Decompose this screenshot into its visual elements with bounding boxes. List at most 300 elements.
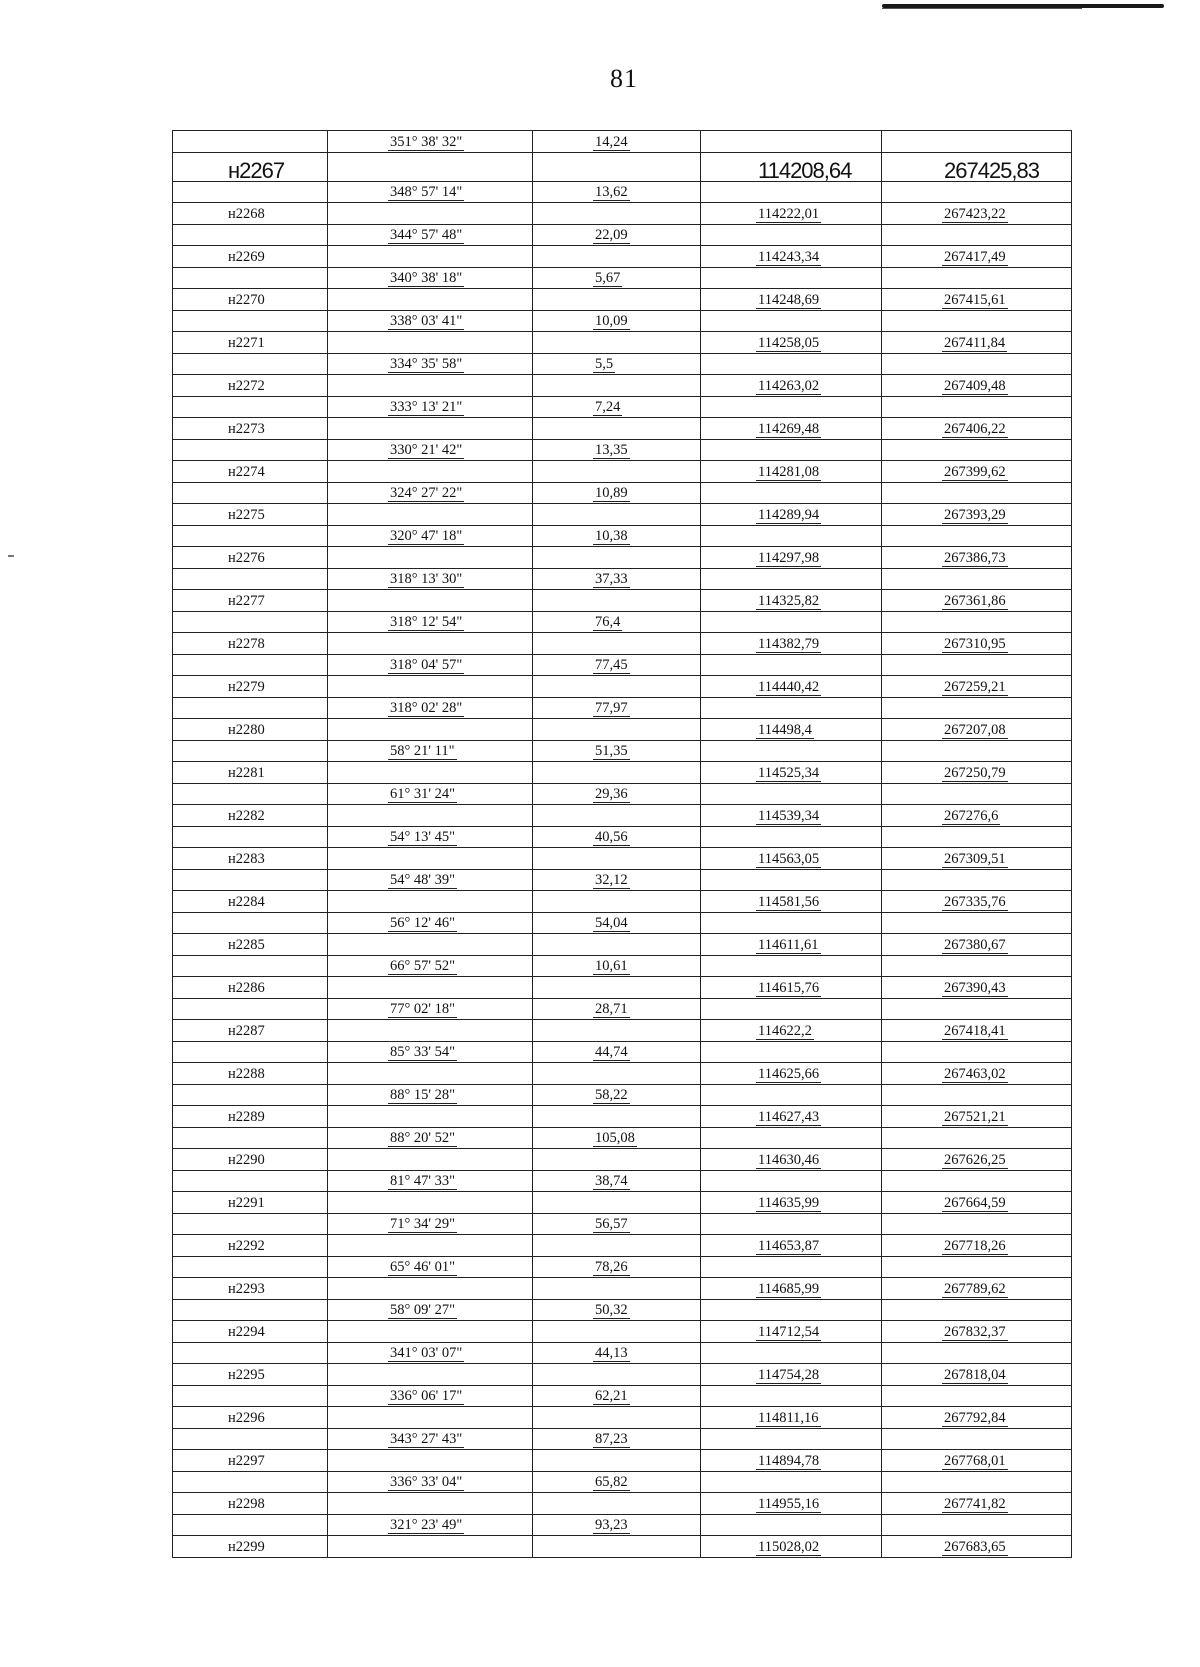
y-value: 267425,83 <box>942 158 1041 182</box>
y-cell <box>882 504 1072 526</box>
distance-value: 7,24 <box>595 399 621 415</box>
distance-cell <box>533 1299 701 1321</box>
x-cell <box>701 1020 882 1042</box>
x-value: 114258,05 <box>758 334 820 351</box>
point-cell <box>173 1471 328 1493</box>
x-cell <box>701 246 882 268</box>
y-cell <box>882 1407 1072 1429</box>
angle-value: 88° 15' 28" <box>390 1087 456 1103</box>
angle-value: 334° 35' 58" <box>390 356 463 372</box>
y-cell <box>882 1213 1072 1235</box>
point-cell <box>173 310 328 332</box>
y-cell <box>882 525 1072 547</box>
y-cell <box>882 891 1072 913</box>
angle-cell <box>328 1514 533 1536</box>
angle-value: 324° 27' 22" <box>390 485 463 501</box>
point-cell <box>173 869 328 891</box>
y-value: 267310,95 <box>944 635 1006 652</box>
point-cell <box>173 332 328 354</box>
y-cell <box>882 1450 1072 1472</box>
point-cell <box>173 1536 328 1558</box>
point-value: н2267 <box>228 157 285 181</box>
distance-cell <box>533 568 701 590</box>
angle-value: 56° 12' 46" <box>390 915 456 931</box>
y-cell <box>882 1041 1072 1063</box>
y-value: 267386,73 <box>944 549 1006 566</box>
y-cell <box>882 697 1072 719</box>
distance-cell <box>533 762 701 784</box>
distance-value: 78,26 <box>595 1259 628 1275</box>
angle-cell <box>328 1450 533 1472</box>
angle-value: 318° 02' 28" <box>390 700 463 716</box>
x-cell <box>701 482 882 504</box>
segment-row <box>173 396 1072 418</box>
angle-cell <box>328 1084 533 1106</box>
segment-row <box>173 131 1072 153</box>
x-cell <box>701 633 882 655</box>
y-cell <box>882 131 1072 153</box>
y-value: 267718,26 <box>944 1237 1006 1254</box>
distance-cell <box>533 181 701 203</box>
distance-cell <box>533 547 701 569</box>
distance-value: 87,23 <box>595 1431 628 1447</box>
y-cell <box>882 1299 1072 1321</box>
angle-value: 65° 46' 01" <box>390 1259 456 1275</box>
x-cell <box>701 676 882 698</box>
y-cell <box>882 762 1072 784</box>
point-value: н2289 <box>228 1108 265 1125</box>
x-cell <box>701 590 882 612</box>
angle-cell <box>328 439 533 461</box>
x-cell <box>701 525 882 547</box>
y-cell <box>882 1063 1072 1085</box>
segment-row <box>173 568 1072 590</box>
point-cell <box>173 1020 328 1042</box>
y-cell <box>882 1256 1072 1278</box>
distance-value: 50,32 <box>595 1302 628 1318</box>
x-value: 114635,99 <box>758 1194 820 1211</box>
x-value: 114440,42 <box>758 678 820 695</box>
point-value: н2296 <box>228 1409 265 1426</box>
x-cell <box>701 1450 882 1472</box>
point-cell <box>173 590 328 612</box>
y-value: 267259,21 <box>944 678 1006 695</box>
point-value: н2283 <box>228 850 265 867</box>
point-cell <box>173 1299 328 1321</box>
y-value: 267406,22 <box>944 420 1006 437</box>
distance-cell <box>533 955 701 977</box>
segment-row <box>173 697 1072 719</box>
distance-cell <box>533 461 701 483</box>
angle-value: 336° 06' 17" <box>390 1388 463 1404</box>
point-cell <box>173 1235 328 1257</box>
y-cell <box>882 203 1072 225</box>
x-value: 114581,56 <box>758 893 820 910</box>
point-value: н2284 <box>228 893 265 910</box>
angle-cell <box>328 934 533 956</box>
y-value: 267418,41 <box>944 1022 1006 1039</box>
y-cell <box>882 418 1072 440</box>
point-row <box>173 1192 1072 1214</box>
distance-cell <box>533 131 701 153</box>
point-row <box>173 934 1072 956</box>
y-value: 267207,08 <box>944 721 1006 738</box>
x-value: 114811,16 <box>758 1409 819 1426</box>
x-value: 114325,82 <box>758 592 820 609</box>
y-cell <box>882 1278 1072 1300</box>
y-cell <box>882 1020 1072 1042</box>
distance-cell <box>533 1364 701 1386</box>
y-cell <box>882 676 1072 698</box>
distance-cell <box>533 267 701 289</box>
x-cell <box>701 1278 882 1300</box>
point-value: н2282 <box>228 807 265 824</box>
angle-value: 58° 09' 27" <box>390 1302 456 1318</box>
point-cell <box>173 568 328 590</box>
point-cell <box>173 676 328 698</box>
distance-cell <box>533 482 701 504</box>
segment-row <box>173 1170 1072 1192</box>
angle-value: 58° 21' 11" <box>390 743 455 759</box>
x-cell <box>701 611 882 633</box>
x-value: 114625,66 <box>758 1065 820 1082</box>
distance-cell <box>533 1278 701 1300</box>
x-value: 114243,34 <box>758 248 820 265</box>
angle-cell <box>328 1256 533 1278</box>
x-cell <box>701 869 882 891</box>
x-cell <box>701 826 882 848</box>
point-row <box>173 590 1072 612</box>
angle-cell <box>328 375 533 397</box>
angle-cell <box>328 977 533 999</box>
x-value: 114685,99 <box>758 1280 820 1297</box>
x-cell <box>701 805 882 827</box>
y-cell <box>882 289 1072 311</box>
angle-value: 320° 47' 18" <box>390 528 463 544</box>
x-value: 114712,54 <box>758 1323 820 1340</box>
distance-value: 10,61 <box>595 958 628 974</box>
angle-cell <box>328 1385 533 1407</box>
angle-value: 338° 03' 41" <box>390 313 463 329</box>
point-cell <box>173 224 328 246</box>
y-value: 267335,76 <box>944 893 1006 910</box>
segment-row <box>173 740 1072 762</box>
distance-cell <box>533 525 701 547</box>
y-cell <box>882 152 1072 181</box>
point-cell <box>173 396 328 418</box>
distance-value: 65,82 <box>595 1474 628 1490</box>
angle-cell <box>328 482 533 504</box>
point-cell <box>173 525 328 547</box>
angle-cell <box>328 869 533 891</box>
segment-row <box>173 611 1072 633</box>
x-cell <box>701 418 882 440</box>
angle-cell <box>328 353 533 375</box>
distance-value: 28,71 <box>595 1001 628 1017</box>
distance-cell <box>533 869 701 891</box>
distance-value: 22,09 <box>595 227 628 243</box>
y-cell <box>882 1149 1072 1171</box>
point-row <box>173 1321 1072 1343</box>
point-cell <box>173 131 328 153</box>
point-row <box>173 461 1072 483</box>
x-cell <box>701 1149 882 1171</box>
distance-cell <box>533 1213 701 1235</box>
point-row <box>173 1450 1072 1472</box>
y-cell <box>882 332 1072 354</box>
angle-cell <box>328 1407 533 1429</box>
angle-value: 351° 38' 32" <box>390 133 463 150</box>
point-value: н2298 <box>228 1495 265 1512</box>
angle-cell <box>328 998 533 1020</box>
x-cell <box>701 375 882 397</box>
distance-value: 54,04 <box>595 915 628 931</box>
y-cell <box>882 633 1072 655</box>
segment-row <box>173 869 1072 891</box>
distance-cell <box>533 912 701 934</box>
point-value: н2290 <box>228 1151 265 1168</box>
angle-cell <box>328 697 533 719</box>
angle-cell <box>328 203 533 225</box>
distance-value: 40,56 <box>595 829 628 845</box>
distance-cell <box>533 1450 701 1472</box>
angle-value: 77° 02' 18" <box>390 1001 456 1017</box>
top-rule-thin <box>882 8 1082 9</box>
y-cell <box>882 246 1072 268</box>
distance-cell <box>533 611 701 633</box>
x-cell <box>701 1536 882 1558</box>
distance-cell <box>533 1407 701 1429</box>
point-cell <box>173 1493 328 1515</box>
x-cell <box>701 1299 882 1321</box>
angle-value: 54° 13' 45" <box>390 829 456 845</box>
point-value: н2269 <box>228 248 265 265</box>
angle-cell <box>328 131 533 153</box>
point-row <box>173 1278 1072 1300</box>
angle-cell <box>328 590 533 612</box>
point-cell <box>173 181 328 203</box>
y-value: 267399,62 <box>944 463 1006 480</box>
y-cell <box>882 1084 1072 1106</box>
x-cell <box>701 1213 882 1235</box>
point-value: н2271 <box>228 334 265 351</box>
distance-cell <box>533 1514 701 1536</box>
angle-cell <box>328 611 533 633</box>
angle-cell <box>328 891 533 913</box>
x-cell <box>701 654 882 676</box>
distance-value: 38,74 <box>595 1173 628 1189</box>
y-cell <box>882 590 1072 612</box>
segment-row <box>173 353 1072 375</box>
y-cell <box>882 955 1072 977</box>
angle-cell <box>328 1213 533 1235</box>
point-cell <box>173 740 328 762</box>
x-cell <box>701 267 882 289</box>
point-cell <box>173 1084 328 1106</box>
y-cell <box>882 1536 1072 1558</box>
point-value: н2270 <box>228 291 265 308</box>
y-value: 267683,65 <box>944 1538 1006 1555</box>
y-cell <box>882 977 1072 999</box>
angle-cell <box>328 1342 533 1364</box>
segment-row <box>173 267 1072 289</box>
segment-row <box>173 181 1072 203</box>
distance-cell <box>533 998 701 1020</box>
distance-cell <box>533 396 701 418</box>
segment-row <box>173 826 1072 848</box>
angle-cell <box>328 525 533 547</box>
y-value: 267463,02 <box>944 1065 1006 1082</box>
y-cell <box>882 1235 1072 1257</box>
x-value: 114382,79 <box>758 635 820 652</box>
angle-cell <box>328 1299 533 1321</box>
y-value: 267393,29 <box>944 506 1006 523</box>
y-cell <box>882 1170 1072 1192</box>
point-cell <box>173 1127 328 1149</box>
x-cell <box>701 740 882 762</box>
point-row <box>173 719 1072 741</box>
angle-value: 318° 13' 30" <box>390 571 463 587</box>
point-value: н2297 <box>228 1452 265 1469</box>
segment-row <box>173 1213 1072 1235</box>
distance-cell <box>533 1170 701 1192</box>
point-row <box>173 332 1072 354</box>
distance-cell <box>533 1256 701 1278</box>
angle-cell <box>328 504 533 526</box>
x-cell <box>701 762 882 784</box>
y-cell <box>882 439 1072 461</box>
angle-cell <box>328 1278 533 1300</box>
distance-value: 14,24 <box>595 133 628 150</box>
y-value: 267417,49 <box>944 248 1006 265</box>
distance-value: 10,09 <box>595 313 628 329</box>
x-cell <box>701 1321 882 1343</box>
x-value: 114563,05 <box>758 850 820 867</box>
distance-value: 13,62 <box>595 184 628 200</box>
angle-value: 54° 48' 39" <box>390 872 456 888</box>
angle-cell <box>328 805 533 827</box>
point-value: н2295 <box>228 1366 265 1383</box>
point-cell <box>173 1342 328 1364</box>
x-value: 114615,76 <box>758 979 820 996</box>
distance-value: 93,23 <box>595 1517 628 1533</box>
y-cell <box>882 1385 1072 1407</box>
x-value: 114289,94 <box>758 506 820 523</box>
y-value: 267768,01 <box>944 1452 1006 1469</box>
point-cell <box>173 719 328 741</box>
angle-cell <box>328 568 533 590</box>
point-cell <box>173 611 328 633</box>
angle-cell <box>328 1536 533 1558</box>
distance-cell <box>533 1127 701 1149</box>
distance-value: 5,5 <box>595 356 614 372</box>
point-value: н2286 <box>228 979 265 996</box>
distance-cell <box>533 1041 701 1063</box>
point-cell <box>173 891 328 913</box>
segment-row <box>173 525 1072 547</box>
angle-value: 318° 12' 54" <box>390 614 463 630</box>
angle-cell <box>328 246 533 268</box>
angle-value: 71° 34' 29" <box>390 1216 456 1232</box>
angle-cell <box>328 1127 533 1149</box>
y-cell <box>882 267 1072 289</box>
point-cell <box>173 1213 328 1235</box>
y-cell <box>882 611 1072 633</box>
x-cell <box>701 1063 882 1085</box>
distance-value: 76,4 <box>595 614 621 630</box>
y-cell <box>882 1514 1072 1536</box>
coordinates-table-body <box>173 131 1072 1558</box>
angle-cell <box>328 826 533 848</box>
point-cell <box>173 547 328 569</box>
point-cell <box>173 1278 328 1300</box>
point-row <box>173 152 1072 181</box>
y-cell <box>882 869 1072 891</box>
angle-cell <box>328 267 533 289</box>
x-value: 114498,4 <box>758 721 812 738</box>
y-cell <box>882 375 1072 397</box>
point-row <box>173 1106 1072 1128</box>
segment-row <box>173 1256 1072 1278</box>
distance-cell <box>533 891 701 913</box>
point-value: н2291 <box>228 1194 265 1211</box>
point-cell <box>173 375 328 397</box>
angle-value: 85° 33' 54" <box>390 1044 456 1060</box>
y-cell <box>882 568 1072 590</box>
x-cell <box>701 568 882 590</box>
distance-value: 32,12 <box>595 872 628 888</box>
angle-cell <box>328 1170 533 1192</box>
angle-cell <box>328 719 533 741</box>
point-row <box>173 977 1072 999</box>
angle-cell <box>328 654 533 676</box>
segment-row <box>173 224 1072 246</box>
x-cell <box>701 289 882 311</box>
point-cell <box>173 912 328 934</box>
distance-cell <box>533 1020 701 1042</box>
y-cell <box>882 396 1072 418</box>
segment-row <box>173 998 1072 1020</box>
y-cell <box>882 1106 1072 1128</box>
x-cell <box>701 224 882 246</box>
segment-row <box>173 1084 1072 1106</box>
segment-row <box>173 783 1072 805</box>
distance-cell <box>533 805 701 827</box>
y-cell <box>882 805 1072 827</box>
angle-cell <box>328 1106 533 1128</box>
point-value: н2272 <box>228 377 265 394</box>
x-cell <box>701 783 882 805</box>
x-cell <box>701 1041 882 1063</box>
x-cell <box>701 203 882 225</box>
distance-cell <box>533 439 701 461</box>
point-row <box>173 848 1072 870</box>
y-cell <box>882 1342 1072 1364</box>
angle-value: 336° 33' 04" <box>390 1474 463 1490</box>
angle-cell <box>328 1321 533 1343</box>
distance-value: 56,57 <box>595 1216 628 1232</box>
x-value: 114525,34 <box>758 764 820 781</box>
angle-cell <box>328 848 533 870</box>
point-cell <box>173 654 328 676</box>
distance-cell <box>533 676 701 698</box>
y-cell <box>882 783 1072 805</box>
x-value: 114539,34 <box>758 807 820 824</box>
segment-row <box>173 654 1072 676</box>
distance-cell <box>533 633 701 655</box>
distance-cell <box>533 375 701 397</box>
point-value: н2273 <box>228 420 265 437</box>
